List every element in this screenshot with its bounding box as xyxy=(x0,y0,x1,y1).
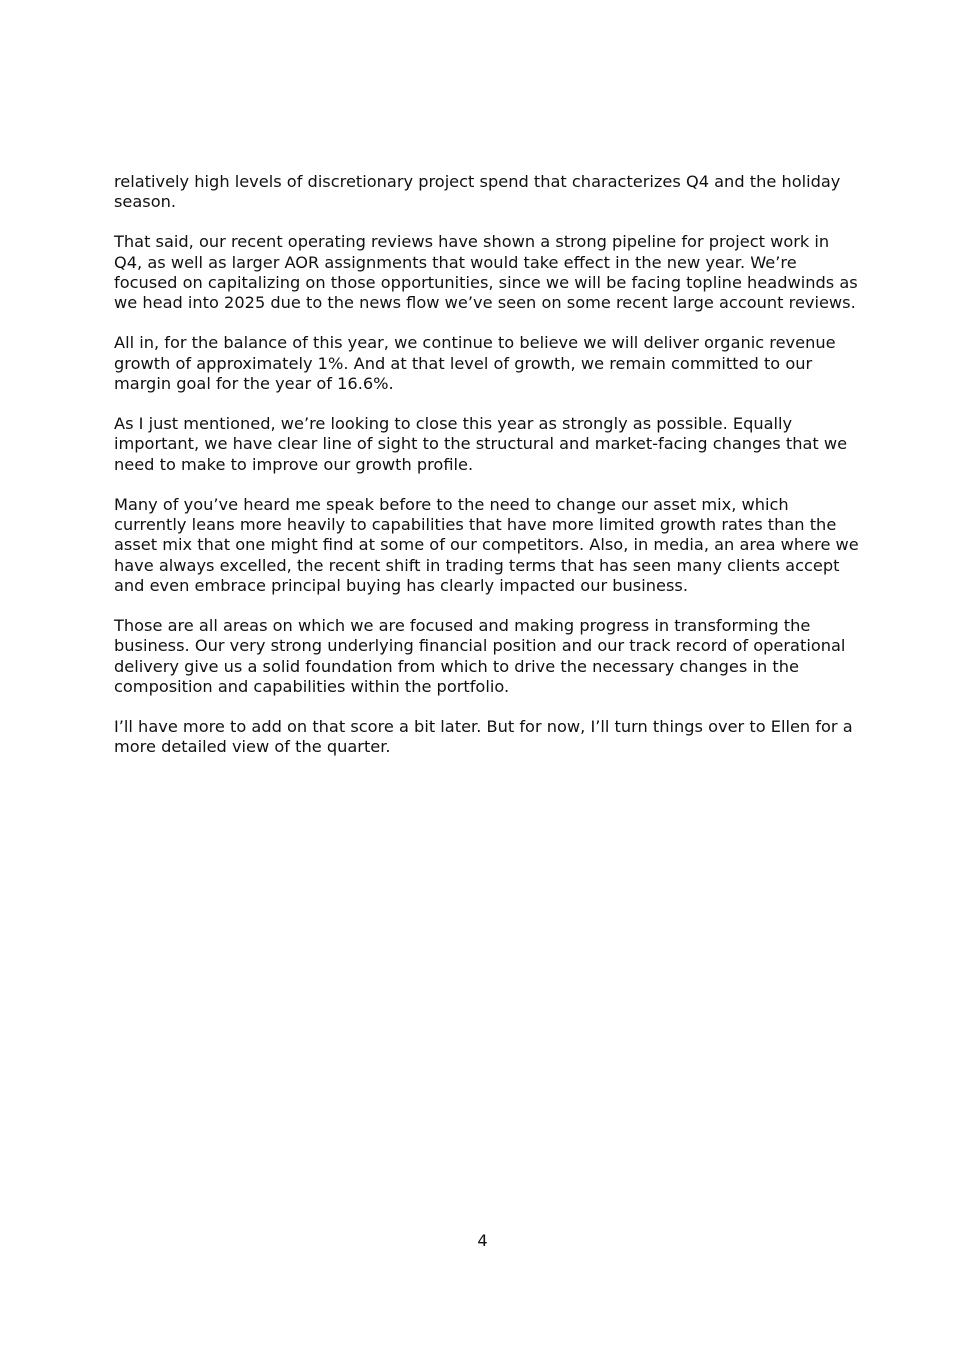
paragraph-4: As I just mentioned, we’re looking to close this year as strongly as possible. Equally important, we have clear line of sight to the structural and market-facing changes that we need to make to improve our growth profile. xyxy=(114,414,848,474)
page-number: 4 xyxy=(477,1231,488,1250)
paragraph-6: Those are all areas on which we are focused and making progress in transforming the business. Our very strong underlying financial position and our track record of operational delivery give us a solid foundation from which to drive the necessary changes in the composition and capabilities within the portfolio. xyxy=(114,616,846,696)
paragraph-7: I’ll have more to add on that score a bit later. But for now, I’ll turn things over to Ellen for a more detailed view of the quarter. xyxy=(114,717,853,757)
paragraph-5: Many of you’ve heard me speak before to the need to change our asset mix, which currently leans more heavily to capabilities that have more limited growth rates than the asset mix that one might find at some of our competitors. Also, in media, an area where we have always excelled, the recent shift in trading terms that has seen many clients accept and even embrace principal buying has clearly impacted our business. xyxy=(114,494,859,595)
paragraph-2: That said, our recent operating reviews have shown a strong pipeline for project work in Q4, as well as larger AOR assignments that would take effect in the new year. We’re focused on capitalizing on those opportunities, since we will be facing topline headwinds as we head into 2025 due to the news flow we’ve seen on some recent large account reviews. xyxy=(114,232,858,313)
paragraph-1: relatively high levels of discretionary project spend that characterizes Q4 and the holiday season. xyxy=(114,172,841,212)
paragraph-3: All in, for the balance of this year, we continue to believe we will deliver organic revenue growth of approximately 1%. And at that level of growth, we remain committed to our margin goal for the year of 16.6%. xyxy=(114,333,836,393)
transcript-body xyxy=(114,172,859,777)
